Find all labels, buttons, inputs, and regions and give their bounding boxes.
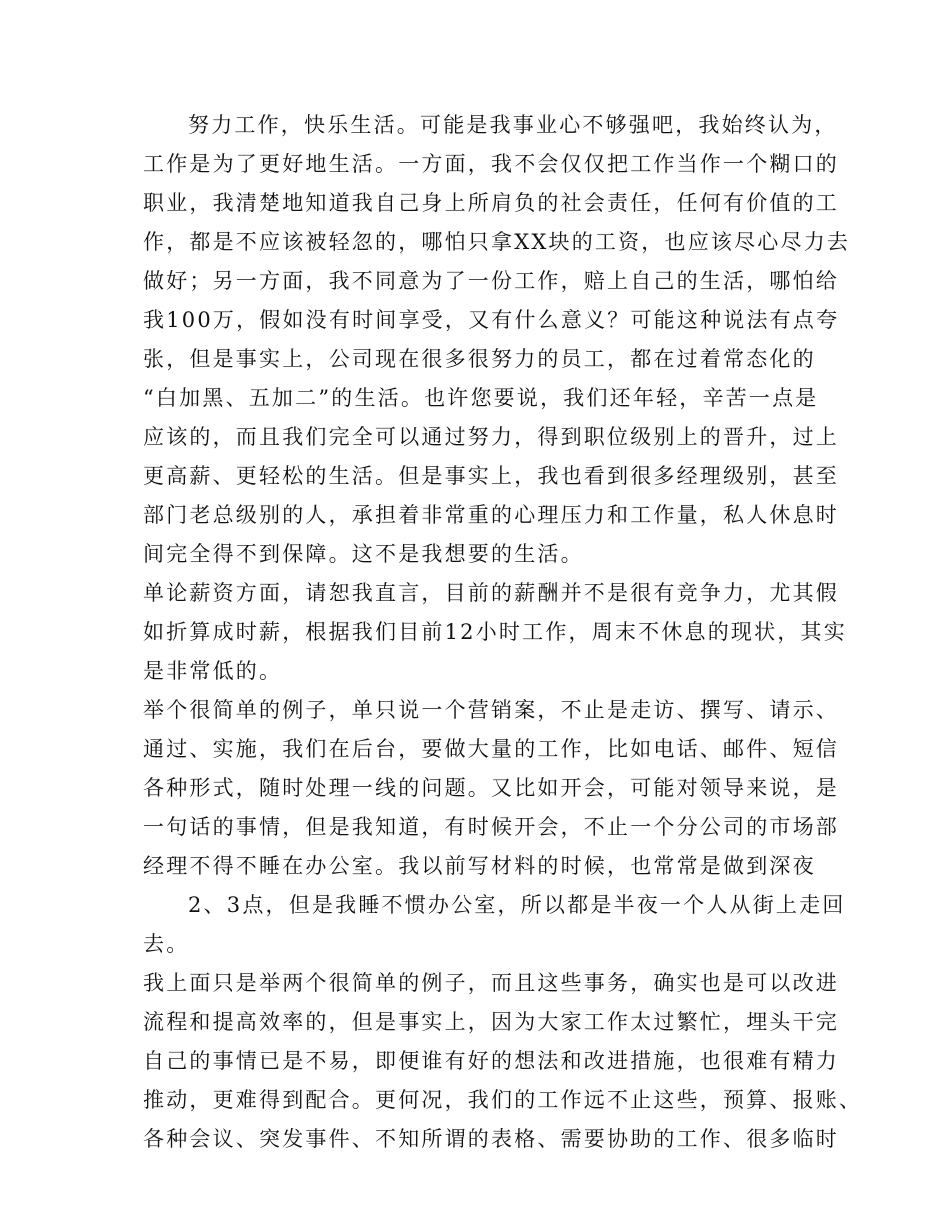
text-line: 举个很简单的例子，单只说一个营销案，不止是走访、撰写、请示、 — [143, 698, 839, 722]
text-line: 各种形式，随时处理一线的问题。又比如开会，可能对领导来说，是 — [143, 776, 839, 800]
text-line: 部门老总级别的人，承担着非常重的心理压力和工作量，私人休息时 — [143, 503, 839, 527]
text-line: 各种会议、突发事件、不知所谓的表格、需要协助的工作、很多临时 — [143, 1127, 839, 1151]
text-line: 更高薪、更轻松的生活。但是事实上，我也看到很多经理级别，甚至 — [143, 464, 839, 488]
text-line: 去。 — [143, 932, 190, 956]
text-line: 是非常低的。 — [143, 659, 283, 683]
text-line: 单论薪资方面，请恕我直言，目前的薪酬并不是很有竞争力，尤其假 — [143, 581, 839, 605]
text-line: 努力工作，快乐生活。可能是我事业心不够强吧，我始终认为， — [188, 113, 838, 137]
text-line: 张，但是事实上，公司现在很多很努力的员工，都在过着常态化的 — [143, 347, 816, 371]
text-line: 应该的，而且我们完全可以通过努力，得到职位级别上的晋升，过上 — [143, 425, 839, 449]
text-line: 经理不得不睡在办公室。我以前写材料的时候，也常常是做到深夜 — [143, 854, 816, 878]
text-line: 如折算成时薪，根据我们目前12小时工作，周末不休息的现状，其实 — [143, 620, 847, 644]
text-line: 推动，更难得到配合。更何况，我们的工作远不止这些，预算、报账、 — [143, 1088, 863, 1112]
text-line: 流程和提高效率的，但是事实上，因为大家工作太过繁忙，埋头干完 — [143, 1010, 839, 1034]
text-line: 工作是为了更好地生活。一方面，我不会仅仅把工作当作一个糊口的 — [143, 152, 839, 176]
text-line: 间完全得不到保障。这不是我想要的生活。 — [143, 542, 584, 566]
text-line: 2、3点，但是我睡不惯办公室，所以都是半夜一个人从街上走回 — [188, 893, 846, 917]
text-line: 做好；另一方面，我不同意为了一份工作，赔上自己的生活，哪怕给 — [143, 269, 839, 293]
text-line: 我上面只是举两个很简单的例子，而且这些事务，确实也是可以改进 — [143, 971, 839, 995]
text-line: 通过、实施，我们在后台，要做大量的工作，比如电话、邮件、短信 — [143, 737, 839, 761]
text-line: 自己的事情已是不易，即便谁有好的想法和改进措施，也很难有精力 — [143, 1049, 839, 1073]
text-line: “白加黑、五加二”的生活。也许您要说，我们还年轻，辛苦一点是 — [143, 386, 819, 410]
text-line: 职业，我清楚地知道我自己身上所肩负的社会责任，任何有价值的工 — [143, 191, 839, 215]
text-line: 我100万，假如没有时间享受，又有什么意义？可能这种说法有点夸 — [143, 308, 840, 332]
text-line: 作，都是不应该被轻忽的，哪怕只拿XX块的工资，也应该尽心尽力去 — [143, 230, 851, 254]
text-line: 一句话的事情，但是我知道，有时候开会，不止一个分公司的市场部 — [143, 815, 839, 839]
